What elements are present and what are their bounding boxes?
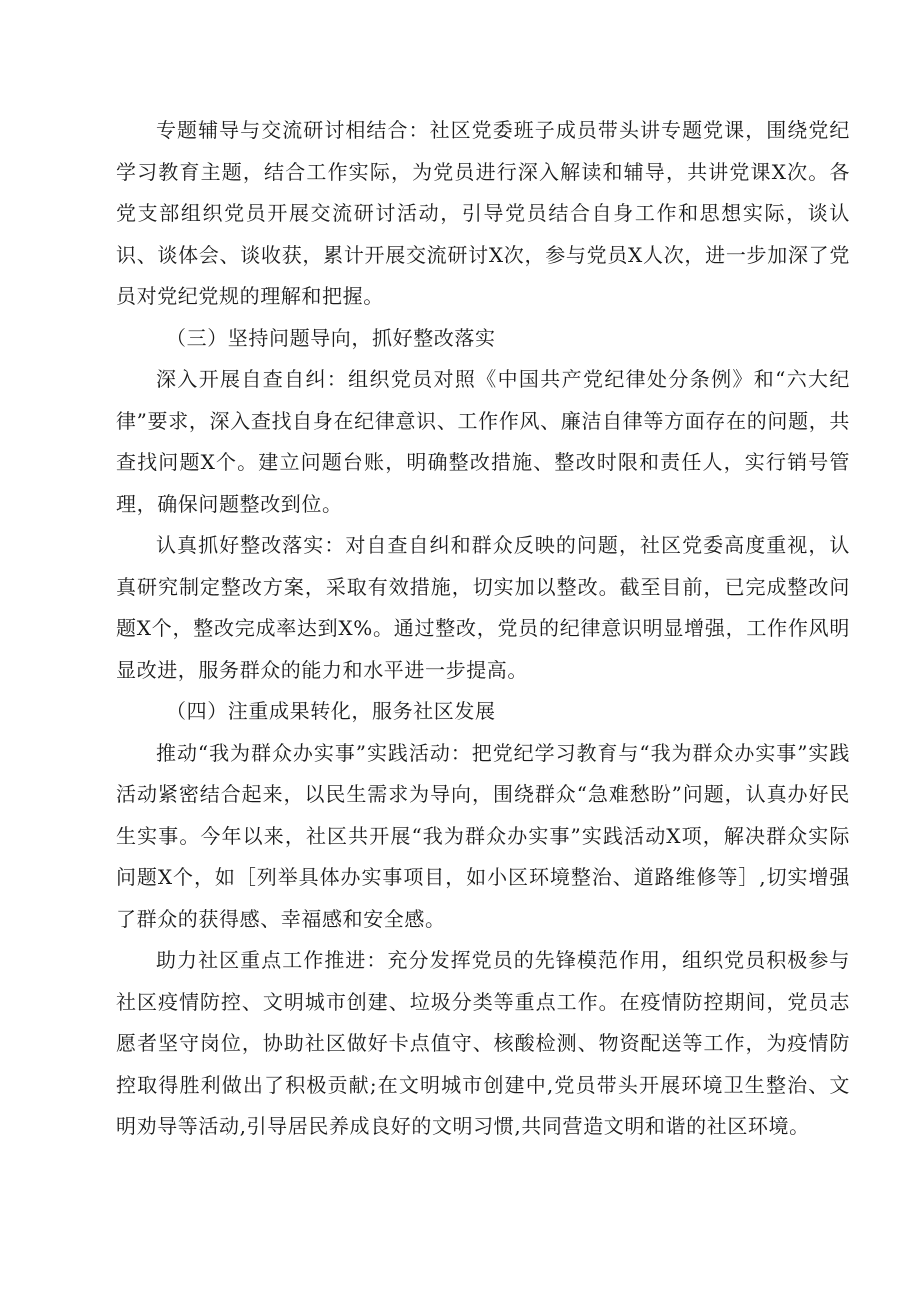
document-body <box>116 110 850 1148</box>
section-heading-3: （三）坚持问题导向，抓好整改落实 <box>166 325 496 350</box>
section-heading-4: （四）注重成果转化，服务社区发展 <box>166 699 496 723</box>
paragraph-lecture-and-discussion: 专题辅导与交流研讨相结合：社区党委班子成员带头讲专题党课，围绕党纪学习教育主题，结合工作实际，为党员进行深入解读和辅导，共讲党课X次。各党支部组织党员开展交流研讨活动，引导党员结合自身工作和思想实际，谈认识、谈体会、谈收获，累计开展交流研讨X次，参与党员X人次，进一步加深了党员对党纪党规的理解和把握。 <box>116 118 850 308</box>
paragraph-practical-activities: 推动“我为群众办实事”实践活动：把党纪学习教育与“我为群众办实事”实践活动紧密结合起来，以民生需求为导向，围绕群众“急难愁盼”问题，认真办好民生实事。今年以来，社区共开展“我为群众办实事”实践活动X项，解决群众实际问题X个，如［列举具体办实事项目，如小区环境整治、道路维修等］,切实增强了群众的获得感、幸福感和安全感。 <box>116 740 850 931</box>
paragraph-community-work: 助力社区重点工作推进：充分发挥党员的先锋模范作用，组织党员积极参与社区疫情防控、文明城市创建、垃圾分类等重点工作。在疫情防控期间，党员志愿者坚守岗位，协助社区做好卡点值守、核酸检测、物资配送等工作，为疫情防控取得胜利做出了积极贡献;在文明城市创建中,党员带头开展环境卫生整治、文明劝导等活动,引导居民养成良好的文明习惯,共同营造文明和谐的社区环境。 <box>116 948 850 1138</box>
paragraph-self-inspection: 深入开展自查自纠：组织党员对照《中国共产党纪律处分条例》和“六大纪律”要求，深入查找自身在纪律意识、工作作风、廉洁自律等方面存在的问题，共查找问题X个。建立问题台账，明确整改措施、整改时限和责任人，实行销号管理，确保问题整改到位。 <box>116 367 850 516</box>
paragraph-rectification: 认真抓好整改落实：对自查自纠和群众反映的问题，社区党委高度重视，认真研究制定整改方案，采取有效措施，切实加以整改。截至目前，已完成整改问题X个，整改完成率达到X%。通过整改，党员的纪律意识明显增强，工作作风明显改进，服务群众的能力和水平进一步提高。 <box>116 533 850 682</box>
